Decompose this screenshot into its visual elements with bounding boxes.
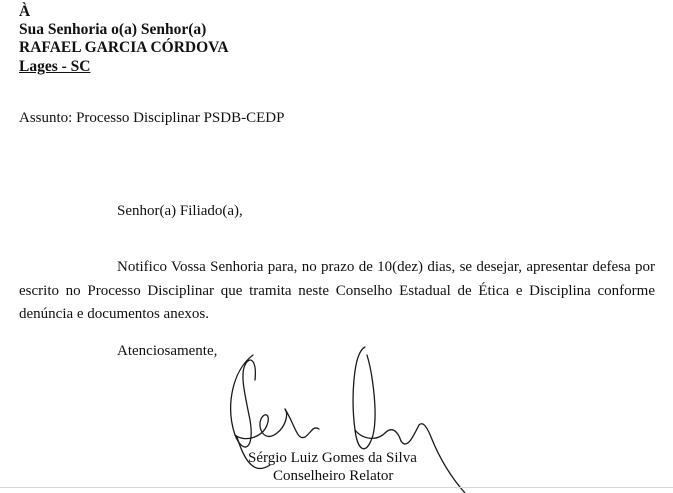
recipient-honorific: Sua Senhoria o(a) Senhor(a)	[19, 21, 207, 38]
subject-line: Assunto: Processo Disciplinar PSDB-CEDP	[19, 110, 285, 126]
recipient-name: RAFAEL GARCIA CÓRDOVA	[19, 39, 229, 56]
page-bottom-border	[0, 487, 673, 488]
salutation-line: À	[19, 3, 31, 20]
signatory-title: Conselheiro Relator	[273, 468, 394, 484]
body-paragraph	[19, 256, 655, 327]
recipient-city: Lages - SC	[19, 58, 91, 75]
greeting: Senhor(a) Filiado(a),	[117, 203, 243, 219]
signatory-name: Sérgio Luiz Gomes da Silva	[248, 450, 417, 466]
closing-line: Atenciosamente,	[117, 343, 218, 359]
body-text: Notifico Vossa Senhoria para, no prazo de 10(dez) dias, se desejar, apresentar defesa por escrito no Processo Disciplinar que tramita neste Conselho Estadual de Ética e Disciplina conforme denúncia e documentos anexos.	[19, 259, 655, 322]
